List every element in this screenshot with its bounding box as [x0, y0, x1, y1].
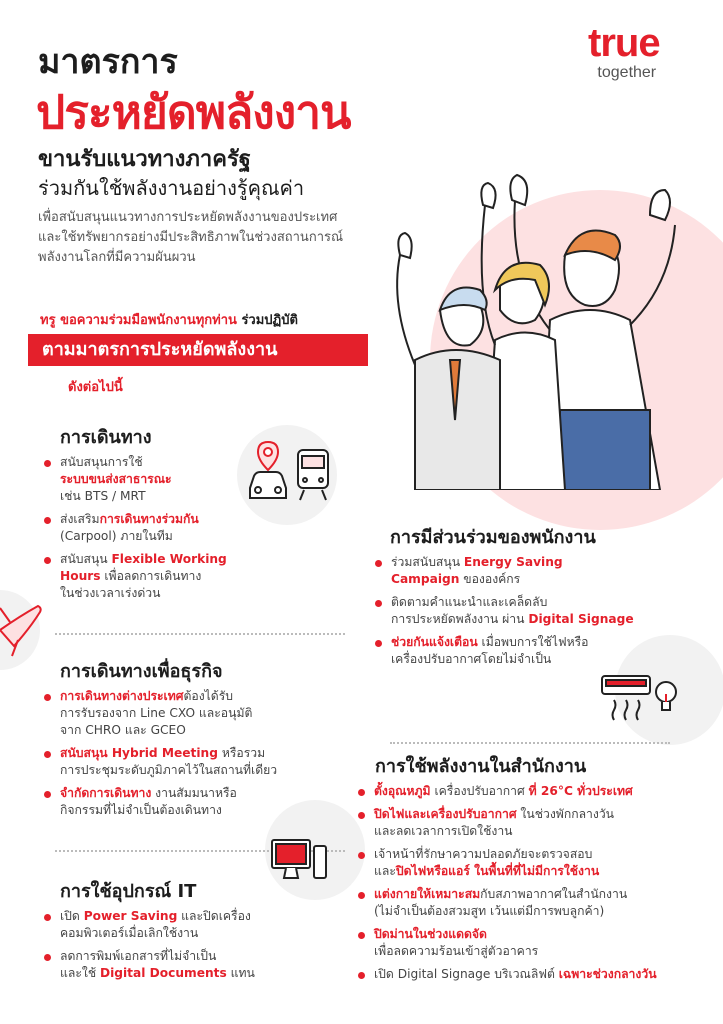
- list-item: ร่วมสนับสนุน Energy Saving Campaign ขององค์กร: [375, 554, 675, 588]
- subtitle-line-2: ร่วมกันใช้พลังงานอย่างรู้คุณค่า: [38, 176, 305, 200]
- intro-text: เพื่อสนับสนุนแนวทางการประหยัดพลังงานของประเทศ และใช้ทรัพยากรอย่างมีประสิทธิภาพในช่วงสถานการณ์ พลังงานโลกที่มีความผันผวน: [38, 210, 344, 265]
- participation-list: [375, 554, 675, 674]
- list-item: เปิด Digital Signage บริเวณลิฟต์ เฉพาะช่วงกลางวัน: [358, 966, 708, 983]
- list-item: สนับสนุน Hybrid Meeting หรือรวม การประชุมระดับภูมิภาคไว้ในสถานที่เดียว: [44, 745, 344, 779]
- section-title-office: การใช้พลังงานในสำนักงาน: [375, 756, 587, 777]
- business-travel-list: [44, 688, 344, 825]
- list-item: ช่วยกันแจ้งเตือน เมื่อพบการใช้ไฟหรือ เครื่องปรับอากาศโดยไม่จำเป็น: [375, 634, 675, 668]
- list-item: สนับสนุน Flexible Working Hours เพื่อลดการเดินทาง ในช่วงเวลาเร่งด่วน: [44, 551, 244, 602]
- section-title-participation: การมีส่วนร่วมของพนักงาน: [390, 527, 596, 548]
- list-item: เจ้าหน้าที่รักษาความปลอดภัยจะตรวจสอบ และปิดไฟหรือแอร์ ในพื้นที่ที่ไม่มีการใช้งาน: [358, 846, 708, 880]
- list-item: การเดินทางต่างประเทศต้องได้รับ การรับรองจาก Line CXO และอนุมัติ จาก CHRO และ GCEO: [44, 688, 344, 739]
- subtitle-line-1: ขานรับแนวทางภาครัฐ: [38, 147, 251, 172]
- measures-banner: ตามมาตรการประหยัดพลังงาน: [28, 334, 368, 366]
- location-pin-icon: [258, 442, 278, 470]
- list-item: สนับสนุนการใช้ ระบบขนส่งสาธารณะ เช่น BTS / MRT: [44, 454, 244, 505]
- list-item: เปิด Power Saving และปิดเครื่อง คอมพิวเตอร์เมื่อเลิกใช้งาน: [44, 908, 344, 942]
- cheering-people-illustration: [380, 160, 700, 490]
- dotted-divider: [390, 742, 670, 744]
- list-item: ลดการพิมพ์เอกสารที่ไม่จำเป็น และใช้ Digital Documents แทน: [44, 948, 344, 982]
- train-icon: [298, 450, 328, 500]
- transport-icons: [246, 438, 336, 503]
- list-item: ตั้งอุณหภูมิ เครื่องปรับอากาศ ที่ 26°C ทั่วประเทศ: [358, 783, 708, 800]
- travel-list: [44, 454, 244, 608]
- true-logo: [588, 22, 660, 82]
- air-conditioner-and-bulb-icons: [600, 672, 680, 722]
- logo-tagline: together: [597, 64, 657, 81]
- list-item: ปิดม่านในช่วงแดดจัด เพื่อลดความร้อนเข้าสู่ตัวอาคาร: [358, 926, 708, 960]
- air-conditioner-icon: [602, 676, 650, 720]
- list-item: ติดตามคำแนะนำและเคล็ดลับ การประหยัดพลังงาน ผ่าน Digital Signage: [375, 594, 675, 628]
- it-list: [44, 908, 344, 988]
- list-item: ปิดไฟและเครื่องปรับอากาศ ในช่วงพักกลางวัน และลดเวลาการเปิดใช้งาน: [358, 806, 708, 840]
- title-line-2: ประหยัดพลังงาน: [36, 85, 351, 139]
- dotted-divider: [55, 633, 345, 635]
- light-bulb-icon: [656, 682, 676, 710]
- cooperation-line: ทรู ขอความร่วมมือพนักงานทุกท่าน ร่วมปฏิบัติ: [40, 313, 298, 328]
- section-title-travel: การเดินทาง: [60, 427, 152, 448]
- list-item: แต่งกายให้เหมาะสมกับสภาพอากาศในสำนักงาน (ไม่จำเป็นต้องสวมสูท เว้นแต่มีการพบลูกค้า): [358, 886, 708, 920]
- list-item: ส่งเสริมการเดินทางร่วมกัน (Carpool) ภายในทีม: [44, 511, 244, 545]
- computer-icon: [270, 836, 330, 888]
- logo-wordmark: true: [588, 21, 660, 65]
- list-item: จำกัดการเดินทาง งานสัมมนาหรือ กิจกรรมที่ไม่จำเป็นต้องเดินทาง: [44, 785, 344, 819]
- car-icon: [250, 472, 286, 498]
- section-title-it: การใช้อุปกรณ์ IT: [60, 881, 197, 902]
- as-follows-text: ดังต่อไปนี้: [68, 380, 123, 395]
- airplane-icon: [0, 600, 42, 660]
- office-list: [358, 783, 708, 989]
- title-line-1: มาตรการ: [38, 42, 178, 82]
- section-title-business-travel: การเดินทางเพื่อธุรกิจ: [60, 661, 223, 682]
